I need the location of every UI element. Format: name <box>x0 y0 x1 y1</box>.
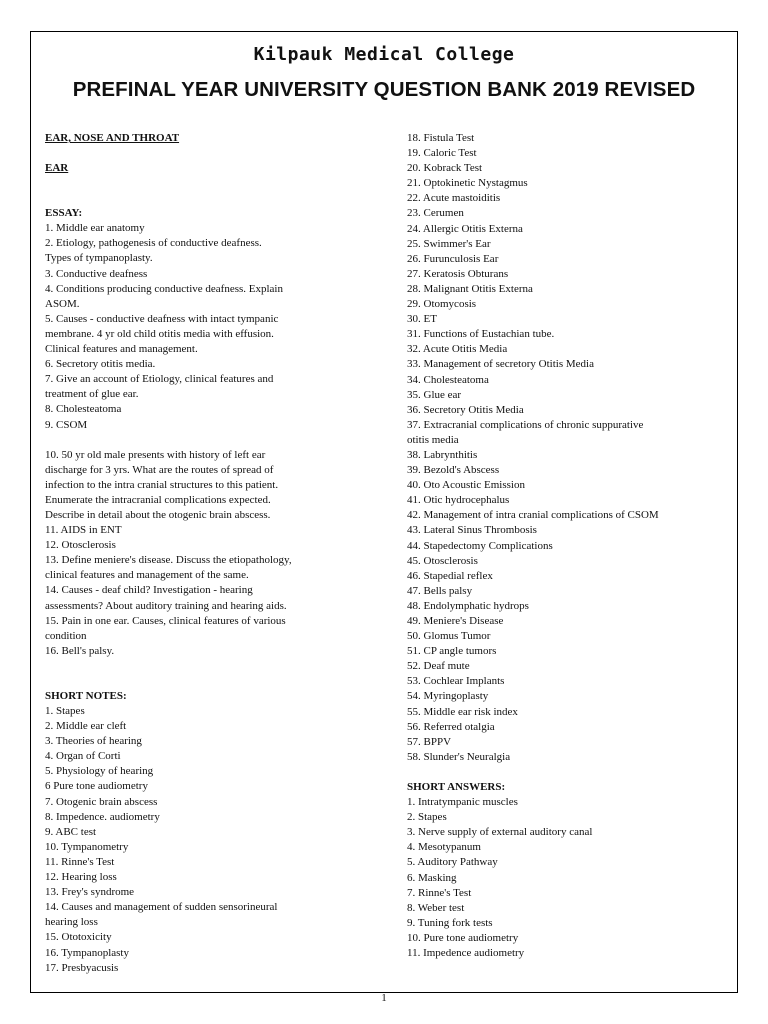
list-item: 15. Pain in one ear. Causes, clinical features of various <box>45 614 286 627</box>
list-item: 2. Middle ear cleft <box>45 720 127 733</box>
list-item: 28. Malignant Otitis Externa <box>407 282 533 295</box>
list-item: 16. Tympanoplasty <box>45 946 129 959</box>
list-item: ASOM. <box>45 297 80 310</box>
list-item: 14. Causes and management of sudden sensorineural <box>45 901 278 914</box>
list-item: 1. Stapes <box>45 705 85 717</box>
list-item: 1. Middle ear anatomy <box>45 222 145 235</box>
list-item: 42. Management of intra cranial complications of CSOM <box>407 509 659 522</box>
list-item: 51. CP angle tumors <box>407 645 497 658</box>
list-item: 55. Middle ear risk index <box>407 705 518 718</box>
list-item: 44. Stapedectomy Complications <box>407 539 553 552</box>
list-item: 7. Otogenic brain abscess <box>45 795 158 808</box>
list-item: discharge for 3 yrs. What are the routes of spread of <box>45 463 274 476</box>
list-item: 25. Swimmer's Ear <box>407 237 491 250</box>
list-item: Clinical features and management. <box>45 343 198 356</box>
list-item: 38. Labrynthitis <box>407 448 478 461</box>
list-item: condition <box>45 629 87 642</box>
list-item: 12. Hearing loss <box>45 871 117 884</box>
list-item: 54. Myringoplasty <box>407 690 489 703</box>
list-item: 15. Ototoxicity <box>45 931 112 944</box>
left-column <box>45 131 347 976</box>
list-item: otitis media <box>407 433 459 446</box>
list-item: 48. Endolymphatic hydrops <box>407 599 529 612</box>
list-item: 19. Caloric Test <box>407 147 477 160</box>
college-name: Kilpauk Medical College <box>253 44 515 65</box>
list-item: 4. Conditions producing conductive deafness. Explain <box>45 282 283 295</box>
list-item: treatment of glue ear. <box>45 388 139 401</box>
list-item: 21. Optokinetic Nystagmus <box>407 177 528 190</box>
list-item: 11. Impedence audiometry <box>407 946 525 959</box>
list-item: 20. Kobrack Test <box>407 162 483 175</box>
list-item: 24. Allergic Otitis Externa <box>407 222 523 235</box>
list-item: 52. Deaf mute <box>407 660 470 673</box>
list-item: 53. Cochlear Implants <box>407 675 505 688</box>
list-item: Describe in detail about the otogenic brain abscess. <box>45 508 271 521</box>
list-item: 5. Auditory Pathway <box>407 856 498 869</box>
list-item: 23. Cerumen <box>407 207 464 220</box>
short-notes-list-continued <box>407 131 707 765</box>
list-item: 9. CSOM <box>45 418 88 431</box>
list-item: 7. Give an account of Etiology, clinical features and <box>45 373 274 386</box>
list-item: 4. Organ of Corti <box>45 750 121 763</box>
list-item: 34. Cholesteatoma <box>407 373 489 386</box>
list-item: 9. Tuning fork tests <box>407 916 493 929</box>
list-item: 6. Secretory otitis media. <box>45 358 156 371</box>
list-item: 11. AIDS in ENT <box>45 524 122 537</box>
list-item: 35. Glue ear <box>407 388 462 401</box>
document-title: PREFINAL YEAR UNIVERSITY QUESTION BANK 2019 REVISED <box>72 78 696 101</box>
list-item: 33. Management of secretory Otitis Media <box>407 358 594 371</box>
list-item: 40. Oto Acoustic Emission <box>407 479 525 492</box>
list-item: 32. Acute Otitis Media <box>407 343 508 356</box>
essay-heading: ESSAY: <box>45 207 83 220</box>
list-item: 27. Keratosis Obturans <box>407 267 509 280</box>
list-item: 37. Extracranial complications of chronic suppurative <box>407 418 644 431</box>
list-item: 43. Lateral Sinus Thrombosis <box>407 524 537 537</box>
list-item: infection to the intra cranial structures to this patient. <box>45 478 279 491</box>
list-item: 13. Frey's syndrome <box>45 886 135 899</box>
list-item: 30. ET <box>407 313 437 326</box>
subsection-heading: EAR <box>45 162 69 175</box>
short-notes-list <box>45 704 347 976</box>
list-item: 3. Nerve supply of external auditory canal <box>407 826 593 839</box>
list-item: 39. Bezold's Abscess <box>407 464 500 477</box>
list-item: 5. Physiology of hearing <box>45 765 154 778</box>
list-item: 57. BPPV <box>407 735 452 748</box>
list-item: 36. Secretory Otitis Media <box>407 403 524 416</box>
list-item: 29. Otomycosis <box>407 298 477 311</box>
list-item: 47. Bells palsy <box>407 584 473 597</box>
list-item: Enumerate the intracranial complications expected. <box>45 493 271 506</box>
list-item: clinical features and management of the same. <box>45 569 249 582</box>
list-item: 56. Referred otalgia <box>407 720 495 733</box>
list-item: 1. Intratympanic muscles <box>407 796 518 809</box>
essay-list-continued <box>45 448 347 659</box>
list-item: 31. Functions of Eustachian tube. <box>407 328 555 341</box>
list-item: 10. 50 yr old male presents with history of left ear <box>45 448 266 461</box>
list-item: 16. Bell's palsy. <box>45 644 115 657</box>
page-number: 1 <box>381 992 387 1004</box>
list-item: 10. Tympanometry <box>45 840 129 853</box>
list-item: 11. Rinne's Test <box>45 855 115 868</box>
essay-list <box>45 221 347 432</box>
right-column <box>407 131 707 961</box>
list-item: 5. Causes - conductive deafness with intact tympanic <box>45 312 279 325</box>
list-item: 8. Impedence. audiometry <box>45 810 160 823</box>
list-item: 2. Etiology, pathogenesis of conductive deafness. <box>45 237 262 250</box>
short-notes-heading: SHORT NOTES: <box>45 689 127 702</box>
list-item: 7. Rinne's Test <box>407 886 472 899</box>
list-item: 46. Stapedial reflex <box>407 569 493 582</box>
list-item: 12. Otosclerosis <box>45 539 116 552</box>
list-item: 4. Mesotypanum <box>407 841 481 854</box>
list-item: 3. Conductive deafness <box>45 267 148 280</box>
list-item: 49. Meniere's Disease <box>407 615 504 627</box>
list-item: 17. Presbyacusis <box>45 961 119 974</box>
list-item: 41. Otic hydrocephalus <box>407 494 510 507</box>
list-item: 9. ABC test <box>45 825 97 838</box>
list-item: 26. Furunculosis Ear <box>407 252 499 265</box>
list-item: assessments? About auditory training and hearing aids. <box>45 599 287 612</box>
list-item: 6. Masking <box>407 871 457 884</box>
list-item: 8. Weber test <box>407 901 465 914</box>
list-item: 50. Glomus Tumor <box>407 630 491 643</box>
list-item: 45. Otosclerosis <box>407 554 478 567</box>
list-item: membrane. 4 yr old child otitis media with effusion. <box>45 327 274 340</box>
list-item: 13. Define meniere's disease. Discuss the etiopathology, <box>45 554 292 567</box>
list-item: 10. Pure tone audiometry <box>407 931 519 944</box>
short-answers-heading: SHORT ANSWERS: <box>407 780 506 793</box>
list-item: 14. Causes - deaf child? Investigation - hearing <box>45 584 253 597</box>
list-item: 2. Stapes <box>407 811 447 824</box>
list-item: 18. Fistula Test <box>407 132 475 144</box>
list-item: 22. Acute mastoiditis <box>407 192 501 205</box>
list-item: 8. Cholesteatoma <box>45 403 122 416</box>
list-item: Types of tympanoplasty. <box>45 252 153 265</box>
list-item: hearing loss <box>45 916 98 929</box>
list-item: 3. Theories of hearing <box>45 735 142 748</box>
list-item: 6 Pure tone audiometry <box>45 780 148 793</box>
list-item: 58. Slunder's Neuralgia <box>407 750 511 763</box>
section-heading: EAR, NOSE AND THROAT <box>45 132 180 144</box>
short-answers-list <box>407 795 707 961</box>
